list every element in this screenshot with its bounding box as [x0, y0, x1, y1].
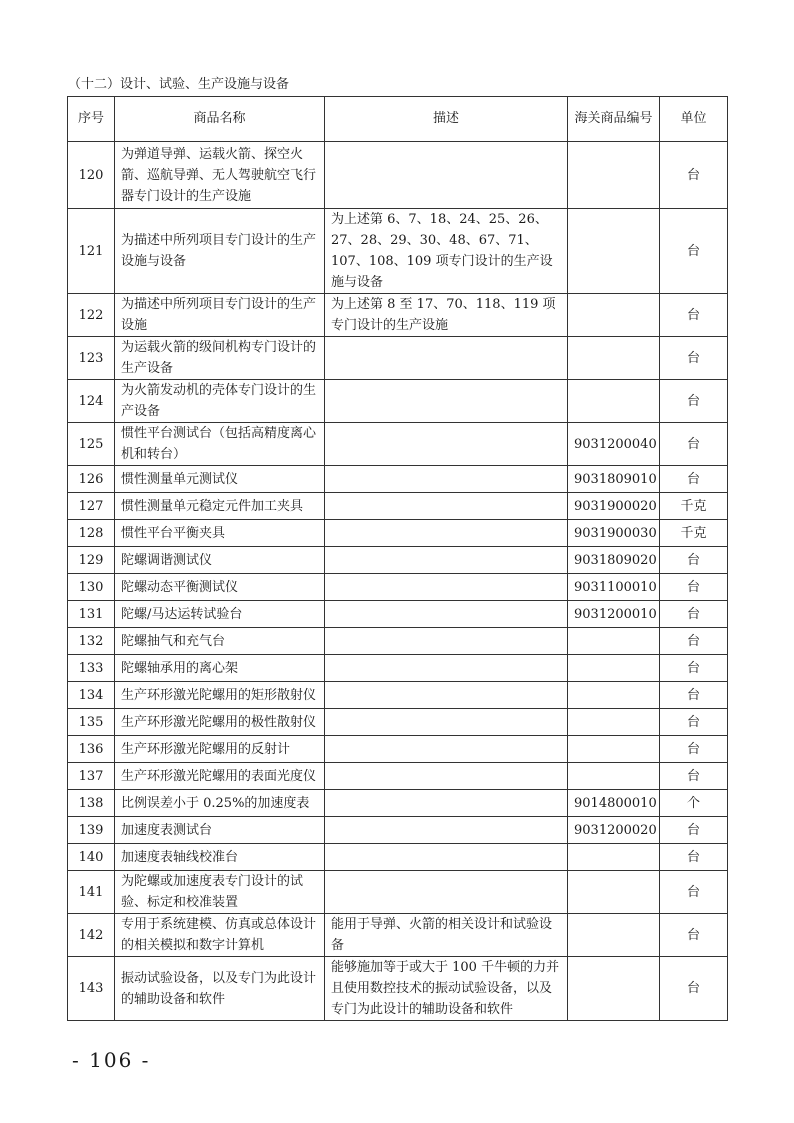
table-row	[68, 520, 728, 547]
items-table	[67, 96, 728, 1021]
cell-code: 9031900020	[568, 493, 660, 520]
cell-name: 加速度表轴线校准台	[115, 844, 325, 871]
cell-code	[568, 655, 660, 682]
cell-code	[568, 871, 660, 914]
cell-desc: 能够施加等于或大于 100 千牛顿的力并且使用数控技术的振动试验设备，以及专门为此设计的辅助设备和软件	[325, 957, 568, 1021]
table-row	[68, 574, 728, 601]
table-row	[68, 957, 728, 1021]
table-row	[68, 423, 728, 466]
cell-name: 振动试验设备，以及专门为此设计的辅助设备和软件	[115, 957, 325, 1021]
cell-seq: 127	[68, 493, 115, 520]
cell-seq: 129	[68, 547, 115, 574]
cell-desc: 为上述第 6、7、18、24、25、26、27、28、29、30、48、67、71、107、108、109 项专门设计的生产设施与设备	[325, 209, 568, 294]
cell-desc	[325, 682, 568, 709]
table-header-row	[68, 97, 728, 142]
cell-name: 加速度表测试台	[115, 817, 325, 844]
cell-code	[568, 380, 660, 423]
cell-unit: 台	[660, 682, 728, 709]
cell-unit: 台	[660, 914, 728, 957]
cell-desc	[325, 337, 568, 380]
cell-seq: 134	[68, 682, 115, 709]
table-row	[68, 380, 728, 423]
header-seq: 序号	[68, 97, 115, 142]
cell-unit: 台	[660, 294, 728, 337]
cell-name: 比例误差小于 0.25%的加速度表	[115, 790, 325, 817]
cell-seq: 132	[68, 628, 115, 655]
cell-code: 9031809020	[568, 547, 660, 574]
cell-code: 9031200020	[568, 817, 660, 844]
cell-name: 陀螺调谐测试仪	[115, 547, 325, 574]
table-row	[68, 682, 728, 709]
cell-seq: 139	[68, 817, 115, 844]
cell-desc	[325, 493, 568, 520]
cell-code	[568, 763, 660, 790]
table-row	[68, 493, 728, 520]
cell-seq: 120	[68, 142, 115, 209]
cell-name: 惯性测量单元测试仪	[115, 466, 325, 493]
cell-seq: 140	[68, 844, 115, 871]
table-row	[68, 844, 728, 871]
cell-code: 9031100010	[568, 574, 660, 601]
cell-unit: 台	[660, 142, 728, 209]
header-desc: 描述	[325, 97, 568, 142]
cell-seq: 142	[68, 914, 115, 957]
cell-unit: 台	[660, 423, 728, 466]
cell-code	[568, 709, 660, 736]
table-row	[68, 209, 728, 294]
page-number: - 106 -	[72, 1048, 151, 1072]
cell-desc	[325, 709, 568, 736]
cell-unit: 台	[660, 209, 728, 294]
cell-code: 9031200040	[568, 423, 660, 466]
cell-name: 为描述中所列项目专门设计的生产设施与设备	[115, 209, 325, 294]
cell-desc	[325, 380, 568, 423]
table-row	[68, 655, 728, 682]
cell-name: 陀螺动态平衡测试仪	[115, 574, 325, 601]
cell-seq: 135	[68, 709, 115, 736]
cell-unit: 台	[660, 547, 728, 574]
cell-name: 陀螺/马达运转试验台	[115, 601, 325, 628]
cell-desc	[325, 763, 568, 790]
cell-name: 为火箭发动机的壳体专门设计的生产设备	[115, 380, 325, 423]
cell-desc	[325, 142, 568, 209]
cell-name: 为弹道导弹、运载火箭、探空火箭、巡航导弹、无人驾驶航空飞行器专门设计的生产设施	[115, 142, 325, 209]
table-row	[68, 337, 728, 380]
cell-desc	[325, 423, 568, 466]
cell-unit: 台	[660, 466, 728, 493]
table-row	[68, 817, 728, 844]
cell-desc	[325, 655, 568, 682]
cell-name: 为描述中所列项目专门设计的生产设施	[115, 294, 325, 337]
cell-seq: 123	[68, 337, 115, 380]
table-row	[68, 763, 728, 790]
cell-desc: 为上述第 8 至 17、70、118、119 项专门设计的生产设施	[325, 294, 568, 337]
cell-name: 生产环形激光陀螺用的表面光度仪	[115, 763, 325, 790]
cell-unit: 台	[660, 601, 728, 628]
table-row	[68, 736, 728, 763]
table-row	[68, 628, 728, 655]
cell-code	[568, 209, 660, 294]
cell-seq: 138	[68, 790, 115, 817]
cell-seq: 126	[68, 466, 115, 493]
cell-seq: 124	[68, 380, 115, 423]
cell-name: 为运载火箭的级间机构专门设计的生产设备	[115, 337, 325, 380]
cell-desc	[325, 844, 568, 871]
cell-unit: 台	[660, 871, 728, 914]
cell-name: 专用于系统建模、仿真或总体设计的相关模拟和数字计算机	[115, 914, 325, 957]
cell-code	[568, 736, 660, 763]
cell-seq: 131	[68, 601, 115, 628]
cell-unit: 台	[660, 655, 728, 682]
cell-name: 生产环形激光陀螺用的极性散射仪	[115, 709, 325, 736]
table-row	[68, 294, 728, 337]
cell-seq: 143	[68, 957, 115, 1021]
cell-code	[568, 957, 660, 1021]
table-row	[68, 466, 728, 493]
table-row	[68, 601, 728, 628]
cell-unit: 个	[660, 790, 728, 817]
cell-code	[568, 142, 660, 209]
cell-code: 9031809010	[568, 466, 660, 493]
cell-unit: 台	[660, 763, 728, 790]
cell-unit: 台	[660, 736, 728, 763]
cell-code	[568, 844, 660, 871]
cell-desc	[325, 736, 568, 763]
cell-desc	[325, 466, 568, 493]
cell-desc	[325, 547, 568, 574]
section-title: （十二）设计、试验、生产设施与设备	[68, 77, 290, 92]
cell-desc	[325, 520, 568, 547]
cell-seq: 125	[68, 423, 115, 466]
cell-unit: 台	[660, 844, 728, 871]
cell-name: 陀螺抽气和充气台	[115, 628, 325, 655]
cell-name: 惯性平台测试台（包括高精度离心机和转台）	[115, 423, 325, 466]
cell-unit: 台	[660, 337, 728, 380]
cell-desc: 能用于导弹、火箭的相关设计和试验设备	[325, 914, 568, 957]
table-row	[68, 790, 728, 817]
table-row	[68, 914, 728, 957]
header-code: 海关商品编号	[568, 97, 660, 142]
cell-code	[568, 294, 660, 337]
header-unit: 单位	[660, 97, 728, 142]
cell-desc	[325, 601, 568, 628]
cell-unit: 台	[660, 709, 728, 736]
cell-name: 生产环形激光陀螺用的反射计	[115, 736, 325, 763]
cell-name: 陀螺轴承用的离心架	[115, 655, 325, 682]
table-row	[68, 709, 728, 736]
cell-name: 惯性平台平衡夹具	[115, 520, 325, 547]
cell-unit: 台	[660, 817, 728, 844]
cell-unit: 台	[660, 628, 728, 655]
cell-unit: 千克	[660, 493, 728, 520]
cell-desc	[325, 871, 568, 914]
header-name: 商品名称	[115, 97, 325, 142]
cell-seq: 133	[68, 655, 115, 682]
table-row	[68, 142, 728, 209]
cell-seq: 121	[68, 209, 115, 294]
cell-desc	[325, 817, 568, 844]
cell-desc	[325, 574, 568, 601]
cell-code	[568, 914, 660, 957]
cell-code	[568, 337, 660, 380]
table-row	[68, 547, 728, 574]
cell-code	[568, 682, 660, 709]
cell-code: 9014800010	[568, 790, 660, 817]
cell-seq: 130	[68, 574, 115, 601]
cell-name: 惯性测量单元稳定元件加工夹具	[115, 493, 325, 520]
cell-unit: 台	[660, 380, 728, 423]
cell-code	[568, 628, 660, 655]
cell-seq: 128	[68, 520, 115, 547]
cell-code: 9031900030	[568, 520, 660, 547]
cell-seq: 141	[68, 871, 115, 914]
cell-seq: 137	[68, 763, 115, 790]
cell-desc	[325, 790, 568, 817]
cell-unit: 台	[660, 574, 728, 601]
cell-seq: 136	[68, 736, 115, 763]
cell-name: 生产环形激光陀螺用的矩形散射仪	[115, 682, 325, 709]
cell-code: 9031200010	[568, 601, 660, 628]
table-row	[68, 871, 728, 914]
cell-desc	[325, 628, 568, 655]
cell-seq: 122	[68, 294, 115, 337]
cell-unit: 台	[660, 957, 728, 1021]
cell-unit: 千克	[660, 520, 728, 547]
cell-name: 为陀螺或加速度表专门设计的试验、标定和校准装置	[115, 871, 325, 914]
